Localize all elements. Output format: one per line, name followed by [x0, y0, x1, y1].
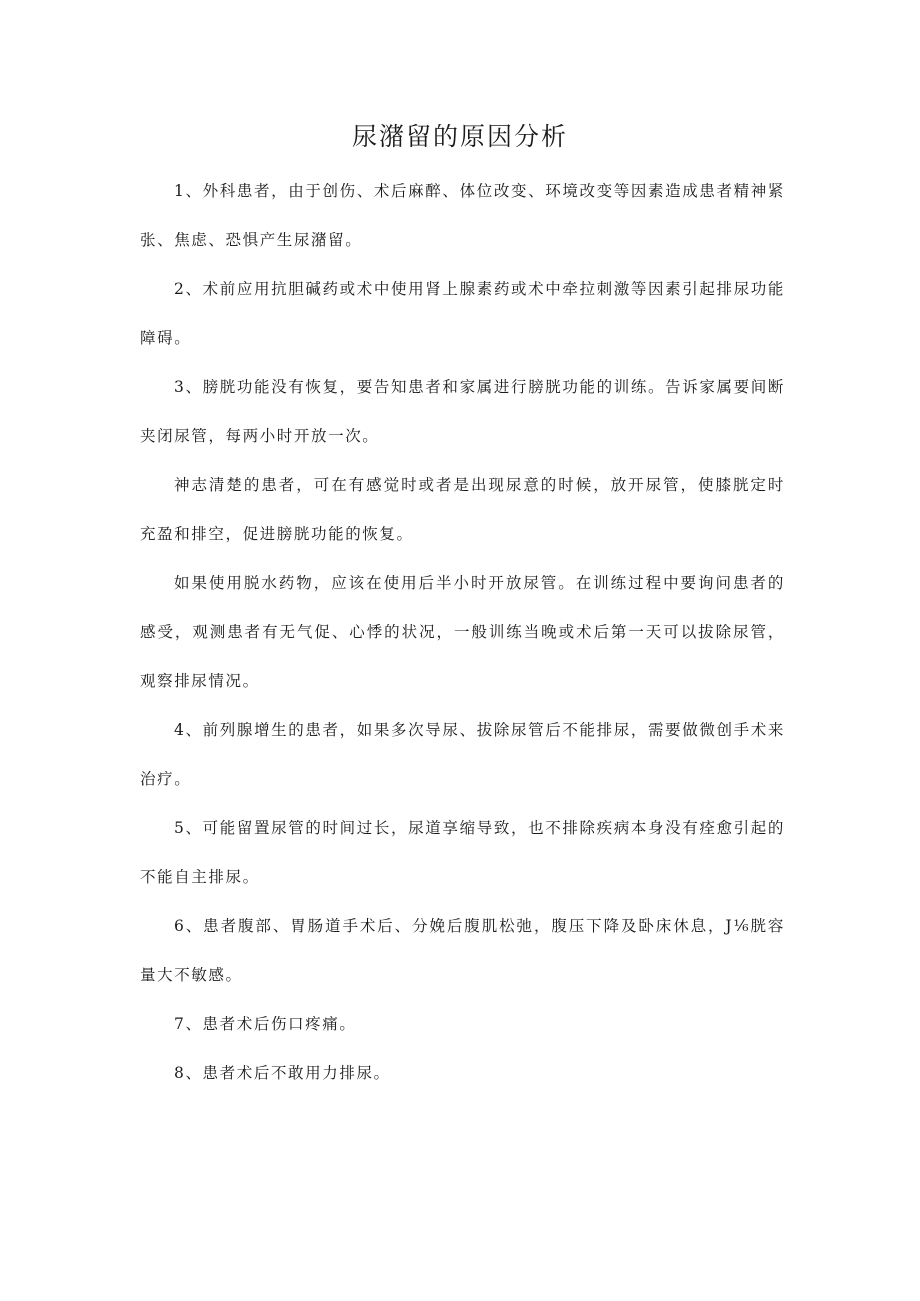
paragraph-8: 6、患者腹部、胃肠道手术后、分娩后腹肌松弛，腹压下降及卧床休息，J⅙胱容量大不敏感。 [140, 917, 785, 984]
paragraph-6: 4、前列腺增生的患者，如果多次导尿、拔除尿管后不能排尿，需要做微创手术来治疗。 [140, 721, 785, 788]
document-title: 尿潴留的原因分析 [351, 122, 568, 151]
paragraph-5: 如果使用脱水药物，应该在使用后半小时开放尿管。在训练过程中要询问患者的感受，观测患者有无气促、心悸的状况，一般训练当晚或术后第一天可以拔除尿管，观察排尿情况。 [140, 574, 785, 690]
paragraph-2: 2、术前应用抗胆碱药或术中使用肾上腺素药或术中牵拉刺激等因素引起排尿功能障碍。 [140, 280, 785, 347]
paragraph-7: 5、可能留置尿管的时间过长，尿道享缩导致，也不排除疾病本身没有痊愈引起的不能自主排尿。 [140, 819, 785, 886]
paragraph-3: 3、膀胱功能没有恢复，要告知患者和家属进行膀胱功能的训练。告诉家属要间断夹闭尿管，每两小时开放一次。 [140, 378, 785, 445]
paragraph-4: 神志清楚的患者，可在有感觉时或者是出现尿意的时候，放开尿管，使膝胱定时充盈和排空，促进膀胱功能的恢复。 [140, 476, 785, 543]
paragraph-10: 8、患者术后不敢用力排尿。 [174, 1064, 391, 1082]
paragraph-9: 7、患者术后伤口疼痛。 [174, 1015, 357, 1033]
document-body [140, 167, 785, 1098]
paragraph-1: 1、外科患者，由于创伤、术后麻醉、体位改变、环境改变等因素造成患者精神紧张、焦虑、恐惧产生尿潴留。 [140, 182, 785, 249]
